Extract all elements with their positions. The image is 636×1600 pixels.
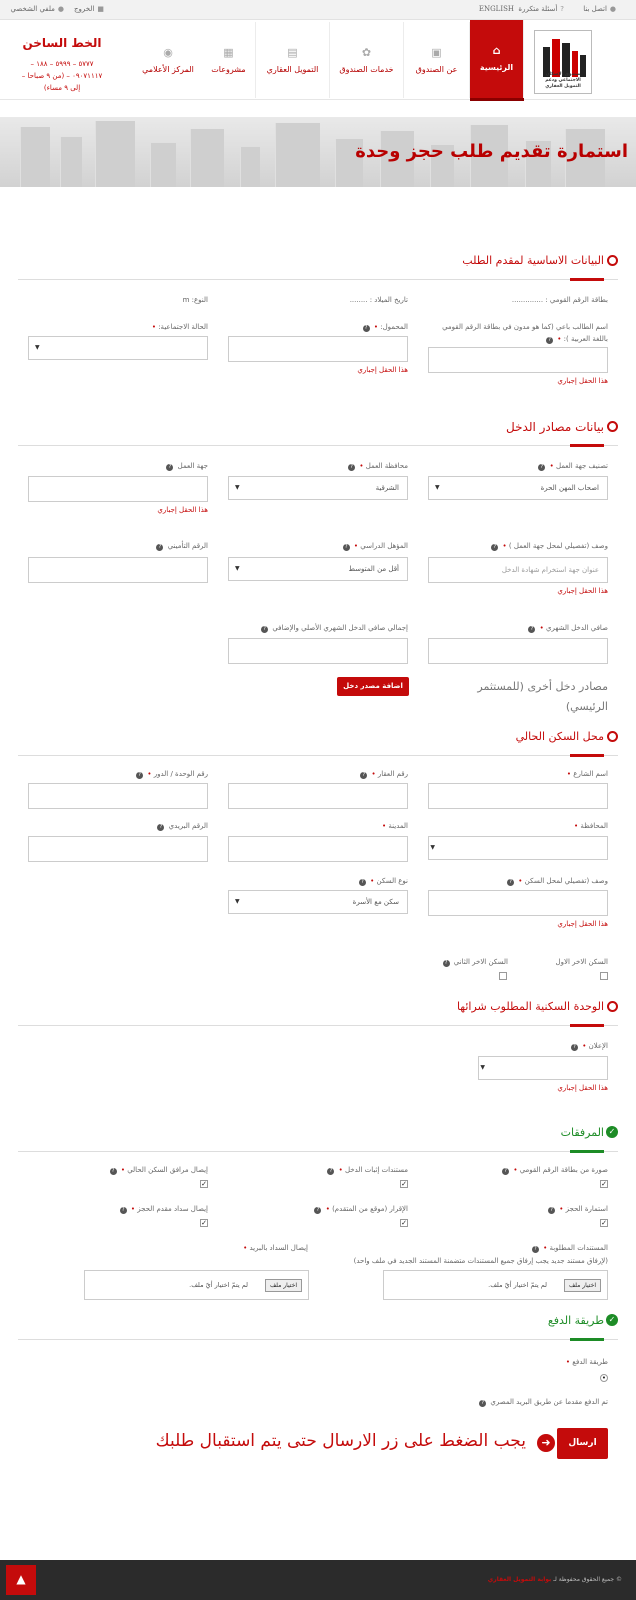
help-icon[interactable]: ? — [314, 1207, 321, 1214]
archive-icon: ▣ — [431, 46, 442, 59]
employer-class-select[interactable]: اصحاب المهن الحرة ▼ — [428, 476, 608, 500]
income-docs-label: مستندات إثبات الدخل • ? — [327, 1166, 408, 1175]
section-title-income: بيانات مصادر الدخل — [506, 420, 604, 434]
person-icon: ● — [57, 5, 64, 13]
street-input[interactable] — [428, 783, 608, 809]
total-income-label: إجمالي صافي الدخل الشهري الأصلي والإضافي ? — [261, 624, 408, 633]
ad-error: هذا الحقل إجباري — [557, 1084, 608, 1092]
page-banner — [0, 117, 636, 187]
employer-gov-select[interactable]: الشرقية ▼ — [228, 476, 408, 500]
insurance-label: الرقم التأميني ? — [156, 542, 208, 551]
nav-home[interactable]: ⌂ الرئيسية — [470, 20, 524, 98]
employer-error: هذا الحقل إجباري — [157, 506, 208, 514]
hotline-line-1: ٥٧٧٧ – ٥٩٩٩ – ١٨٨ – — [30, 60, 94, 68]
ad-label: الإعلان • ? — [571, 1042, 608, 1051]
education-select[interactable]: أقل من المتوسط ▼ — [228, 557, 408, 581]
prev-res-2-label: السكن الاخر الثاني ? — [443, 958, 508, 967]
add-income-button[interactable]: اضافة مصدر دخل — [337, 677, 409, 696]
footer-brand[interactable]: بوابة التمويل العقاري — [487, 1576, 552, 1583]
scroll-top-button[interactable] — [6, 1565, 36, 1595]
section-residence — [18, 726, 618, 756]
mail-receipt-label: إيصال السداد بالبريد • — [243, 1244, 308, 1252]
declaration-label: الإقرار (موقع من المتقدم) • ? — [314, 1205, 408, 1214]
education-label: المؤهل الدراسي • ? — [343, 542, 408, 551]
section-income — [18, 416, 618, 446]
site-footer — [0, 1560, 636, 1600]
res-desc-error: هذا الحقل إجباري — [557, 920, 608, 928]
payment-radio[interactable]: • — [601, 1374, 607, 1382]
booking-receipt-label: إيصال سداد مقدم الحجز • ? — [120, 1205, 208, 1214]
help-icon[interactable]: ? — [546, 337, 553, 344]
ad-select[interactable] — [478, 1056, 608, 1080]
name-error: هذا الحقل إجباري — [557, 377, 608, 385]
payment-method-label: طريقة الدفع • — [565, 1358, 608, 1366]
section-basic — [18, 250, 618, 280]
help-icon[interactable]: ? — [538, 464, 545, 471]
help-icon[interactable]: ? — [327, 1168, 334, 1175]
circle-icon — [607, 731, 618, 742]
building-input[interactable] — [228, 783, 408, 809]
section-payment — [18, 1310, 618, 1340]
help-icon[interactable]: ? — [571, 1044, 578, 1051]
help-icon[interactable]: ? — [359, 879, 366, 886]
caret-icon: ▼ — [430, 844, 435, 851]
logo[interactable] — [534, 30, 592, 94]
caret-icon: ▼ — [235, 898, 240, 905]
hotline-title: الخط الساخن — [22, 36, 102, 50]
mobile-input[interactable] — [228, 336, 408, 362]
caret-icon: ▼ — [480, 1064, 485, 1071]
work-desc-label: وصف (تفصيلي لمحل جهة العمل ) • ? — [491, 542, 608, 551]
residence-receipt-checkbox[interactable]: ✓ — [201, 1180, 207, 1188]
circle-icon — [607, 1001, 618, 1012]
work-desc-error: هذا الحقل إجباري — [557, 587, 608, 595]
required-docs-note: (لإرفاق مستند جديد يجب إرفاق جميع المستندات متضمنة المستند الجديد في ملف واحد) — [353, 1257, 608, 1265]
help-icon[interactable]: ? — [443, 960, 450, 967]
eye-icon: ◉ — [163, 46, 173, 59]
section-title-attachments: المرفقات — [560, 1126, 604, 1139]
section-title-payment: طريقة الدفع — [547, 1314, 604, 1327]
employer-class-label: تصنيف جهة العمل • ? — [538, 462, 608, 471]
question-icon: ? — [560, 5, 564, 13]
chevron-up-icon: ▲ — [16, 1572, 26, 1586]
booking-receipt-checkbox[interactable]: ✓ — [201, 1219, 207, 1227]
id-copy-label: صورة من بطاقة الرقم القومي • ? — [502, 1166, 608, 1175]
submit-message: يجب الضغط على زر الارسال حتى يتم استقبال طلبك — [155, 1431, 526, 1451]
required-docs-label: المستندات المطلوبة • ? — [532, 1244, 608, 1253]
logo-caption: صندوق الإسكان الاجتماعي ودعم التمويل العقاري — [545, 72, 581, 89]
other-income-label-2: الرئيسي) — [565, 700, 608, 713]
unit-floor-input[interactable] — [28, 783, 208, 809]
residence-receipt-label: إيصال مرافق السكن الحالي • ? — [110, 1166, 208, 1175]
profile-link[interactable]: ●ملفي الشخصي — [10, 5, 64, 13]
building-icon: ▦ — [223, 46, 234, 59]
section-title-unit: الوحدة السكنية المطلوب شرائها — [456, 1000, 604, 1013]
help-icon[interactable]: ? — [548, 1207, 555, 1214]
leaf-icon: ✿ — [361, 46, 372, 59]
res-type-select[interactable]: سكن مع الأسرة ▼ — [228, 890, 408, 914]
help-icon[interactable]: ? — [532, 1246, 539, 1253]
governorate-select[interactable] — [428, 836, 608, 860]
name-label-2: باللغة العربية ): • ? — [546, 335, 608, 344]
help-icon[interactable]: ? — [363, 325, 370, 332]
employer-gov-label: محافظة العمل • ? — [348, 462, 408, 471]
id-copy-checkbox[interactable]: ✓ — [601, 1180, 607, 1188]
nav-media[interactable]: ◉ المركز الأعلامي — [134, 22, 202, 98]
user-icon: ● — [609, 5, 616, 13]
choose-file-button[interactable]: اختيار ملف — [265, 1279, 302, 1292]
submit-button[interactable]: ارسال — [557, 1428, 608, 1459]
help-icon[interactable]: ? — [479, 1400, 486, 1407]
gender-label: النوع: m — [182, 296, 208, 304]
res-desc-label: وصف (تفصيلي لمحل السكن • ? — [507, 877, 608, 886]
page-title: استمارة تقديم طلب حجز وحدة — [355, 141, 628, 162]
hotline-line-3: إلى ٩ مساء) — [43, 84, 81, 92]
national-id-value: .............. — [511, 296, 544, 304]
total-income-input[interactable] — [228, 638, 408, 664]
caret-icon: ▼ — [235, 565, 240, 572]
work-desc-input[interactable]: عنوان جهة استخرام شهادة الدخل — [428, 557, 608, 583]
copyright: © جميع الحقوق محفوظة لـ بوابة التمويل العقاري — [487, 1576, 622, 1583]
check-circle-icon: ✓ — [606, 1314, 618, 1326]
insurance-input[interactable] — [28, 557, 208, 583]
help-icon[interactable]: ? — [261, 626, 268, 633]
payment-note: تم الدفع مقدما عن طريق البريد المصري ? — [479, 1398, 608, 1407]
nav-services[interactable]: ✿ خدمات الصندوق — [330, 22, 404, 98]
hotline — [12, 36, 112, 94]
birth-date-label: تاريخ الميلاد : ........ — [349, 296, 408, 304]
help-icon[interactable]: ? — [343, 544, 350, 551]
employer-label: جهة العمل ? — [166, 462, 208, 471]
faq-link[interactable]: ?أسئلة متكررة — [518, 5, 564, 13]
mail-receipt-file — [84, 1270, 309, 1300]
circle-icon — [607, 421, 618, 432]
choose-file-button[interactable]: اختيار ملف — [564, 1279, 601, 1292]
check-circle-icon: ✓ — [606, 1126, 618, 1138]
hotline-line-2: ٠٩٠٧١١١٧ – (من ٩ صباحا – — [21, 72, 103, 80]
help-icon[interactable]: ? — [166, 464, 173, 471]
national-id-label: بطاقة الرقم القومي : .............. — [511, 296, 608, 304]
help-icon[interactable]: ? — [136, 772, 143, 779]
caret-icon: ▼ — [235, 484, 240, 491]
street-label: اسم الشارع • — [566, 770, 608, 778]
building-label: رقم العقار • ? — [360, 770, 408, 779]
net-income-label: صافي الدخل الشهري • ? — [528, 624, 608, 633]
help-icon[interactable]: ? — [157, 824, 164, 831]
help-icon[interactable]: ? — [348, 464, 355, 471]
governorate-label: المحافظة • — [574, 822, 608, 830]
marital-label: الحالة الاجتماعية: • — [151, 323, 208, 331]
circle-icon — [607, 255, 618, 266]
nav-projects[interactable]: ▦ مشروعات — [202, 22, 256, 98]
section-attachments — [18, 1122, 618, 1152]
english-link[interactable]: ENGLISH — [478, 5, 514, 13]
booking-form-checkbox[interactable]: ✓ — [601, 1219, 607, 1227]
net-income-input[interactable] — [428, 638, 608, 664]
gender-value: m — [182, 296, 190, 304]
arrow-right-icon: ➜ — [537, 1434, 555, 1452]
postal-input[interactable] — [28, 836, 208, 862]
help-icon[interactable]: ? — [491, 544, 498, 551]
site-header — [0, 20, 636, 100]
section-title-residence: محل السكن الحالي — [515, 730, 604, 743]
prev-res-1-label: السكن الاخر الاول — [555, 958, 608, 966]
mobile-error: هذا الحقل إجباري — [357, 366, 408, 374]
nav-finance[interactable]: ▤ التمويل العقاري — [256, 22, 330, 98]
prev-res-2-checkbox[interactable] — [499, 972, 507, 980]
help-icon[interactable]: ? — [156, 544, 163, 551]
full-name-input[interactable] — [428, 347, 608, 373]
logout-link[interactable]: ■الخروج — [74, 5, 104, 13]
top-bar — [0, 0, 636, 20]
help-icon[interactable]: ? — [360, 772, 367, 779]
home-icon: ⌂ — [492, 44, 501, 57]
nav-about[interactable]: ▣ عن الصندوق — [404, 22, 470, 98]
required-docs-file — [383, 1270, 608, 1300]
section-title-basic: البيانات الاساسية لمقدم الطلب — [462, 254, 604, 267]
unit-floor-label: رقم الوحدة / الدور • ? — [136, 770, 208, 779]
contact-link[interactable]: ●اتصل بنا — [583, 5, 616, 13]
help-icon[interactable]: ? — [502, 1168, 509, 1175]
help-icon[interactable]: ? — [120, 1207, 127, 1214]
mobile-label: المحمول: • ? — [363, 323, 408, 332]
no-file-text: لم يتمّ اختيار أيّ ملف. — [488, 1281, 547, 1289]
help-icon[interactable]: ? — [528, 626, 535, 633]
res-desc-input[interactable] — [428, 890, 608, 916]
money-icon: ▤ — [287, 46, 298, 59]
help-icon[interactable]: ? — [110, 1168, 117, 1175]
employer-input[interactable] — [28, 476, 208, 502]
postal-label: الرقم البريدي ? — [157, 822, 208, 831]
declaration-checkbox[interactable]: ✓ — [401, 1219, 407, 1227]
section-unit — [18, 996, 618, 1026]
booking-form-label: استمارة الحجز • ? — [548, 1205, 608, 1214]
city-input[interactable] — [228, 836, 408, 862]
prev-res-1-checkbox[interactable] — [600, 972, 608, 980]
birth-date-value: ........ — [349, 296, 368, 304]
lock-icon: ■ — [97, 5, 104, 13]
res-type-label: نوع السكن • ? — [359, 877, 408, 886]
no-file-text: لم يتمّ اختيار أيّ ملف. — [189, 1281, 248, 1289]
city-label: المدينة • — [382, 822, 408, 830]
income-docs-checkbox[interactable]: ✓ — [401, 1180, 407, 1188]
marital-select[interactable] — [28, 336, 208, 360]
caret-icon: ▼ — [35, 344, 40, 351]
caret-icon: ▼ — [435, 484, 440, 491]
name-label: اسم الطالب باعي (كما هو مدون في بطاقة الرقم القومي — [442, 323, 608, 331]
other-income-label: مصادر دخل أخرى (للمستثمر — [477, 680, 608, 693]
help-icon[interactable]: ? — [507, 879, 514, 886]
